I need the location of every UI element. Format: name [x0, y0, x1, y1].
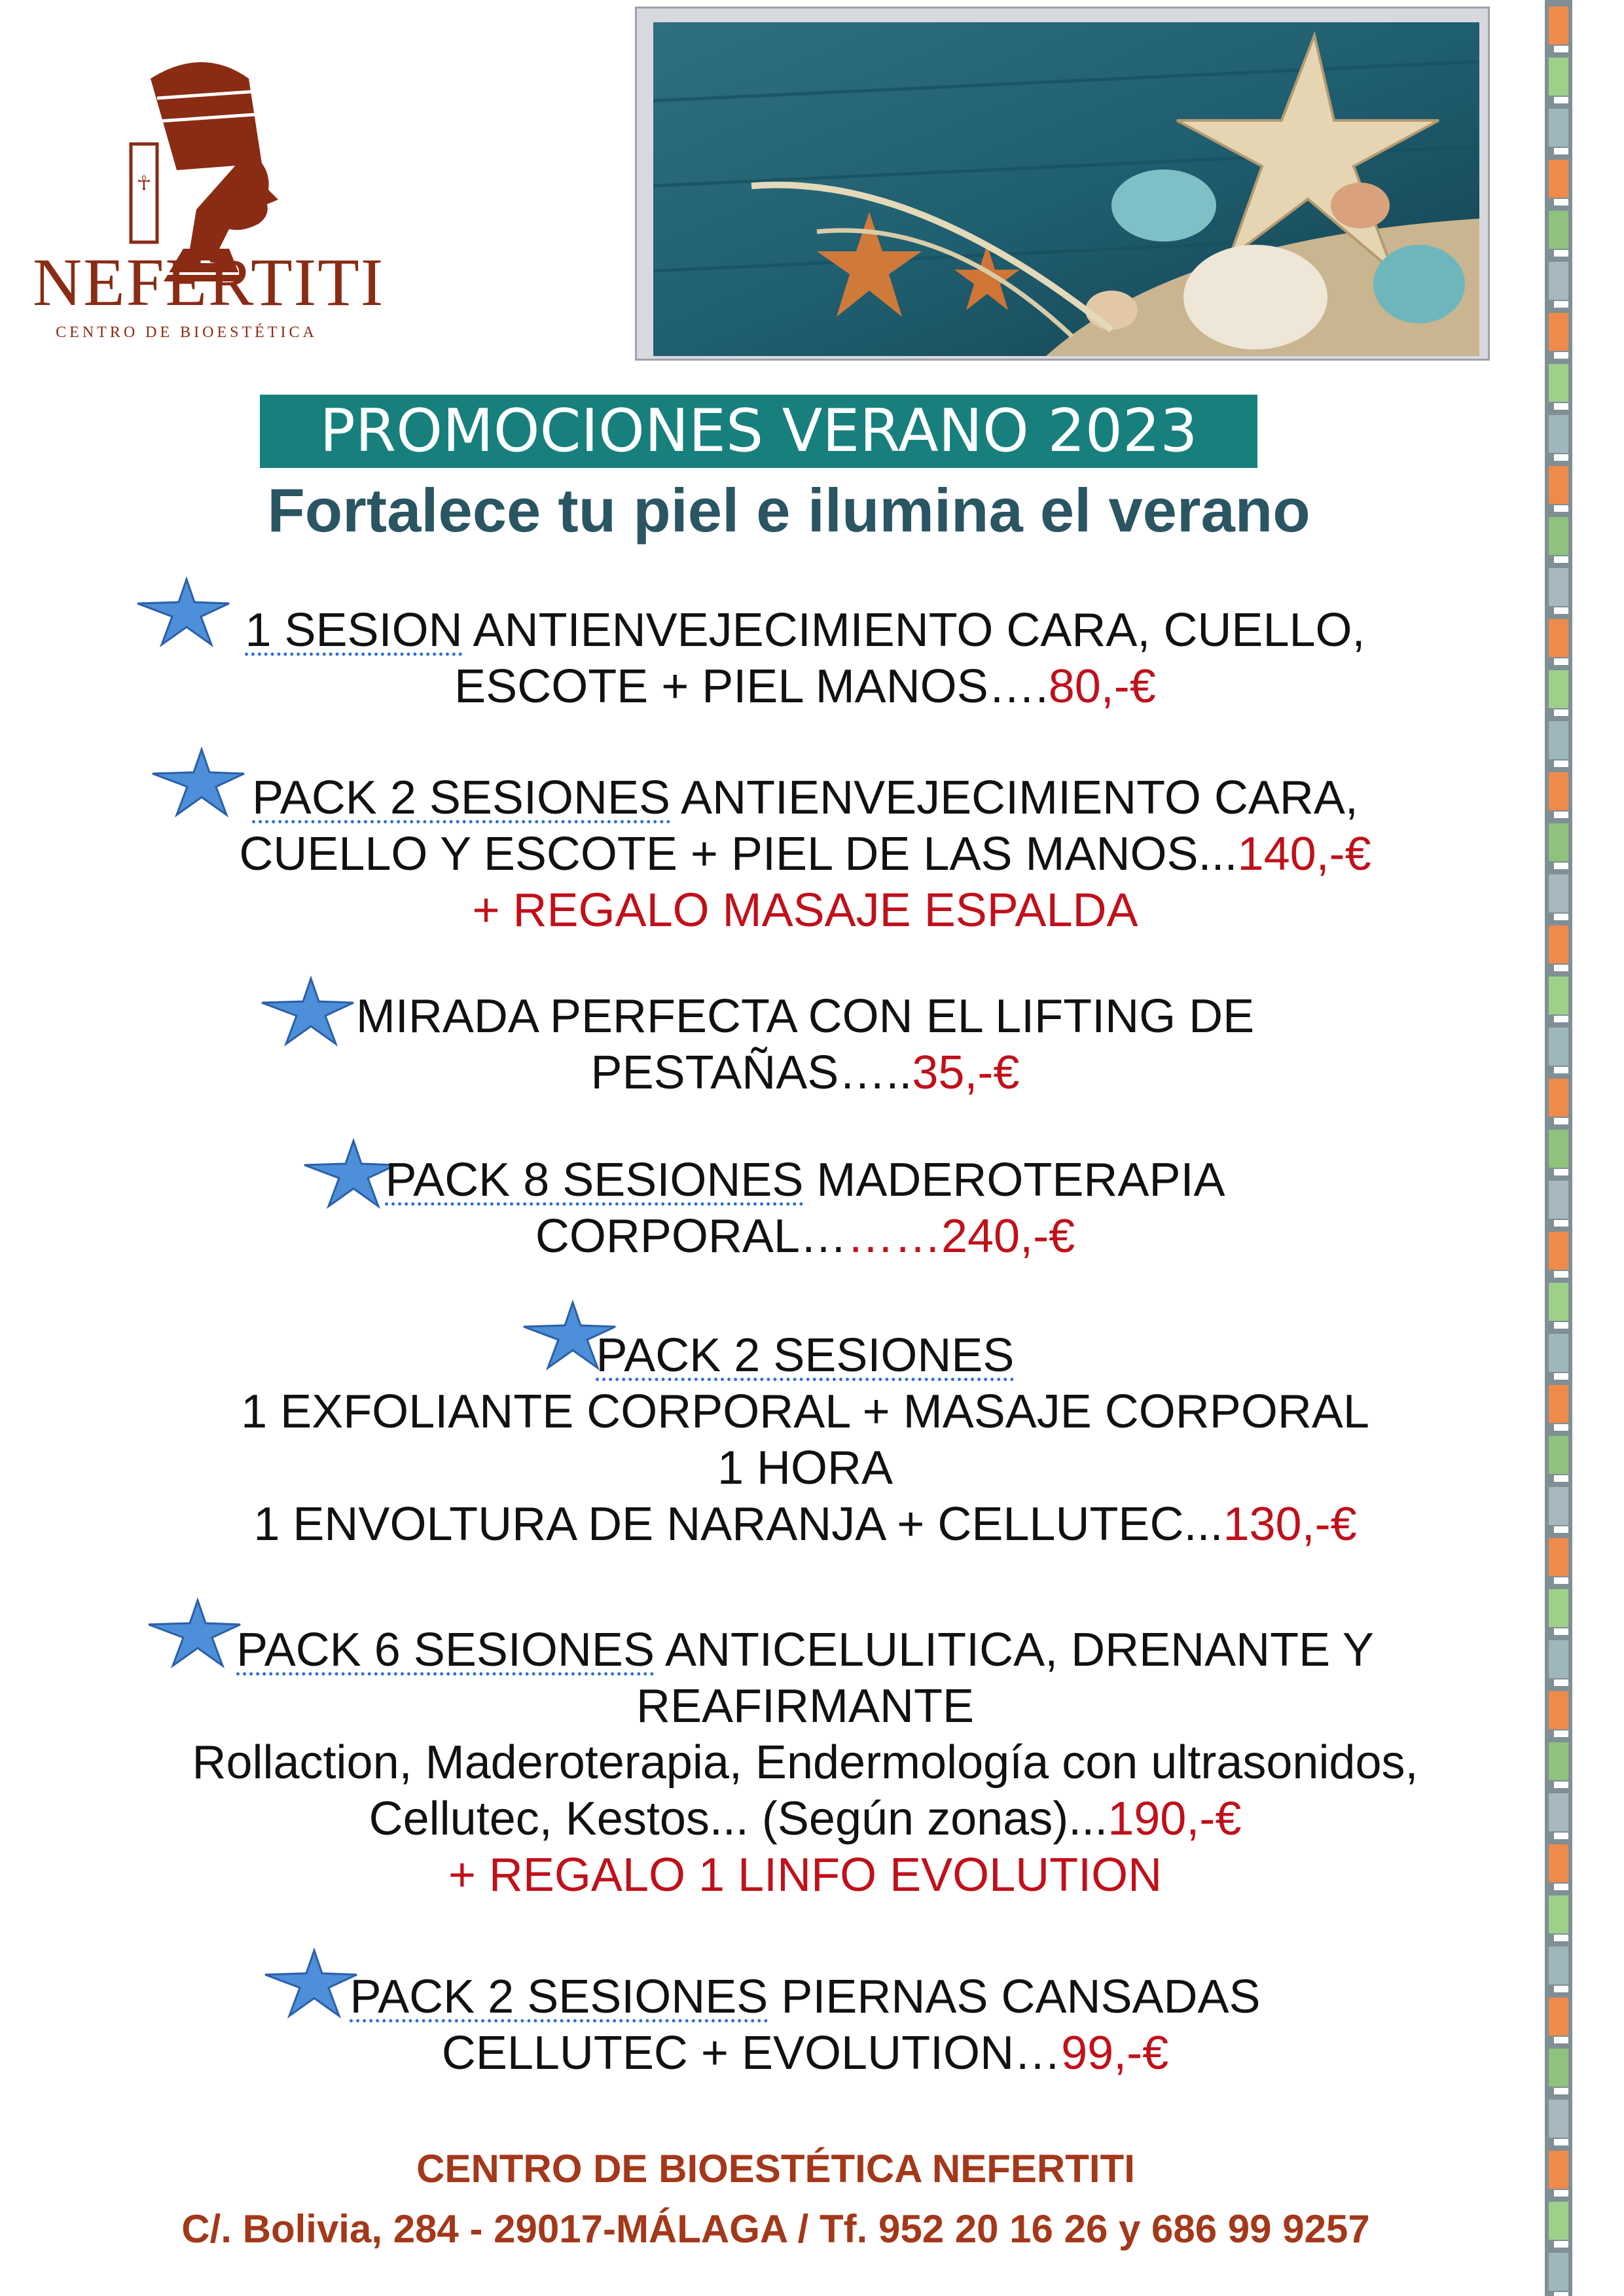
promo-6-line-4: Cellutec, Kestos... (Según zonas)...190,-€ — [369, 1793, 1242, 1845]
strip-cell — [1549, 1895, 1568, 1933]
strip-cell — [1549, 2151, 1568, 2189]
strip-cell — [1549, 7, 1568, 45]
strip-tick — [1554, 1833, 1568, 1839]
strip-tick — [1554, 2241, 1568, 2248]
promo-6-line-1: PACK 6 SESIONES ANTICELULITICA, DRENANTE Y — [236, 1624, 1374, 1676]
strip-cell — [1549, 1998, 1568, 2036]
decorative-border-strip — [1545, 0, 1572, 2296]
promo-5-line-4: 1 ENVOLTURA DE NARANJA + CELLUTEC...130,-€ — [253, 1498, 1357, 1551]
strip-cell — [1549, 2100, 1568, 2138]
strip-cell — [1549, 1283, 1568, 1321]
page-subtitle: Fortalece tu piel e ilumina el verano — [267, 476, 1310, 545]
strip-cell — [1549, 1640, 1568, 1678]
strip-cell — [1549, 1130, 1568, 1168]
promo-2-line-1: PACK 2 SESIONES ANTIENVEJECIMIENTO CARA, — [252, 772, 1358, 824]
svg-text:☥: ☥ — [136, 172, 152, 195]
strip-cell — [1549, 568, 1568, 606]
strip-tick — [1554, 863, 1568, 869]
promo-6-line-3: Rollaction, Maderoterapia, Endermología con ultrasonidos, — [192, 1736, 1418, 1789]
promo-5-line-3: 1 HORA — [717, 1442, 893, 1494]
strip-tick — [1554, 2292, 1568, 2296]
strip-cell — [1549, 1079, 1568, 1117]
strip-tick — [1554, 709, 1568, 716]
strip-cell — [1549, 1844, 1568, 1882]
strip-tick — [1554, 556, 1568, 563]
strip-tick — [1554, 1986, 1568, 1992]
strip-tick — [1554, 1169, 1568, 1175]
strip-tick — [1554, 914, 1568, 920]
strip-cell — [1549, 58, 1568, 96]
strip-cell — [1549, 874, 1568, 912]
strip-cell — [1549, 925, 1568, 963]
strip-cell — [1549, 1334, 1568, 1372]
strip-tick — [1554, 812, 1568, 818]
strip-cell — [1549, 1742, 1568, 1780]
strip-cell — [1549, 1793, 1568, 1831]
strip-tick — [1554, 1935, 1568, 1941]
strip-cell — [1549, 1028, 1568, 1066]
strip-cell — [1549, 823, 1568, 861]
promo-3-line-2: PESTAÑAS…..35,-€ — [590, 1047, 1020, 1099]
strip-cell — [1549, 1538, 1568, 1576]
strip-cell — [1549, 1946, 1568, 1984]
promo-5-line-1: PACK 2 SESIONES — [596, 1329, 1015, 1382]
strip-cell — [1549, 160, 1568, 198]
strip-cell — [1549, 415, 1568, 453]
strip-tick — [1554, 250, 1568, 257]
strip-cell — [1549, 1436, 1568, 1474]
strip-tick — [1554, 1526, 1568, 1533]
strip-tick — [1554, 97, 1568, 103]
strip-tick — [1554, 1322, 1568, 1329]
strip-tick — [1554, 148, 1568, 154]
strip-tick — [1554, 454, 1568, 461]
strip-cell — [1549, 977, 1568, 1014]
strip-tick — [1554, 1373, 1568, 1380]
strip-tick — [1554, 965, 1568, 971]
strip-cell — [1549, 2202, 1568, 2240]
page-title: PROMOCIONES VERANO 2023 — [260, 395, 1257, 468]
promo-2-gift: + REGALO MASAJE ESPALDA — [472, 884, 1138, 937]
strip-tick — [1554, 1475, 1568, 1482]
strip-cell — [1549, 2253, 1568, 2291]
logo-wordmark: NEFERTITI — [33, 245, 385, 320]
strip-tick — [1554, 1118, 1568, 1124]
footer-address: C/. Bolivia, 284 - 29017-MÁLAGA / Tf. 952 20 16 26 y 686 99 9257 — [181, 2207, 1370, 2251]
strip-tick — [1554, 46, 1568, 52]
strip-cell — [1549, 1232, 1568, 1270]
strip-cell — [1549, 466, 1568, 504]
strip-tick — [1554, 301, 1568, 308]
strip-tick — [1554, 2190, 1568, 2197]
strip-tick — [1554, 403, 1568, 410]
strip-cell — [1549, 2049, 1568, 2087]
strip-tick — [1554, 607, 1568, 614]
beach-starfish-image — [653, 22, 1479, 356]
strip-tick — [1554, 1271, 1568, 1278]
strip-tick — [1554, 2139, 1568, 2145]
strip-tick — [1554, 761, 1568, 767]
strip-cell — [1549, 721, 1568, 759]
strip-tick — [1554, 2037, 1568, 2043]
strip-tick — [1554, 1577, 1568, 1584]
promo-6-gift: + REGALO 1 LINFO EVOLUTION — [448, 1849, 1163, 1901]
strip-cell — [1549, 313, 1568, 351]
promo-7-line-1: PACK 2 SESIONES PIERNAS CANSADAS — [350, 1971, 1261, 2023]
strip-tick — [1554, 352, 1568, 359]
strip-cell — [1549, 262, 1568, 300]
strip-cell — [1549, 211, 1568, 249]
promo-4-line-2: CORPORAL………240,-€ — [535, 1210, 1075, 1263]
strip-tick — [1554, 199, 1568, 206]
promo-1-line-2: ESCOTE + PIEL MANOS….80,-€ — [454, 660, 1156, 713]
logo-subtitle: CENTRO DE BIOESTÉTICA — [56, 324, 317, 341]
strip-cell — [1549, 1385, 1568, 1423]
promo-7-line-2: CELLUTEC + EVOLUTION…99,-€ — [441, 2027, 1169, 2079]
strip-cell — [1549, 109, 1568, 147]
strip-cell — [1549, 1691, 1568, 1729]
strip-tick — [1554, 1628, 1568, 1635]
footer-business-name: CENTRO DE BIOESTÉTICA NEFERTITI — [416, 2147, 1135, 2191]
strip-cell — [1549, 772, 1568, 810]
strip-tick — [1554, 1679, 1568, 1686]
promo-4-line-1: PACK 8 SESIONES MADEROTERAPIA — [385, 1154, 1225, 1206]
strip-tick — [1554, 1424, 1568, 1431]
strip-cell — [1549, 1589, 1568, 1627]
strip-tick — [1554, 1731, 1568, 1737]
promo-1-line-1: 1 SESION ANTIENVEJECIMIENTO CARA, CUELLO, — [245, 604, 1365, 656]
strip-tick — [1554, 1884, 1568, 1890]
strip-cell — [1549, 619, 1568, 657]
promo-3-line-1: MIRADA PERFECTA CON EL LIFTING DE — [355, 990, 1255, 1043]
strip-tick — [1554, 658, 1568, 665]
strip-cell — [1549, 1487, 1568, 1525]
strip-cell — [1549, 517, 1568, 555]
strip-tick — [1554, 1067, 1568, 1073]
strip-tick — [1554, 1220, 1568, 1227]
strip-tick — [1554, 1016, 1568, 1022]
strip-cell — [1549, 364, 1568, 402]
promo-6-line-2: REAFIRMANTE — [636, 1680, 975, 1732]
strip-cell — [1549, 1181, 1568, 1219]
strip-tick — [1554, 1782, 1568, 1788]
promo-5-line-2: 1 EXFOLIANTE CORPORAL + MASAJE CORPORAL — [241, 1386, 1369, 1438]
strip-cell — [1549, 670, 1568, 708]
strip-tick — [1554, 2088, 1568, 2094]
strip-tick — [1554, 505, 1568, 512]
promo-2-line-2: CUELLO Y ESCOTE + PIEL DE LAS MANOS...140,-€ — [239, 828, 1371, 880]
